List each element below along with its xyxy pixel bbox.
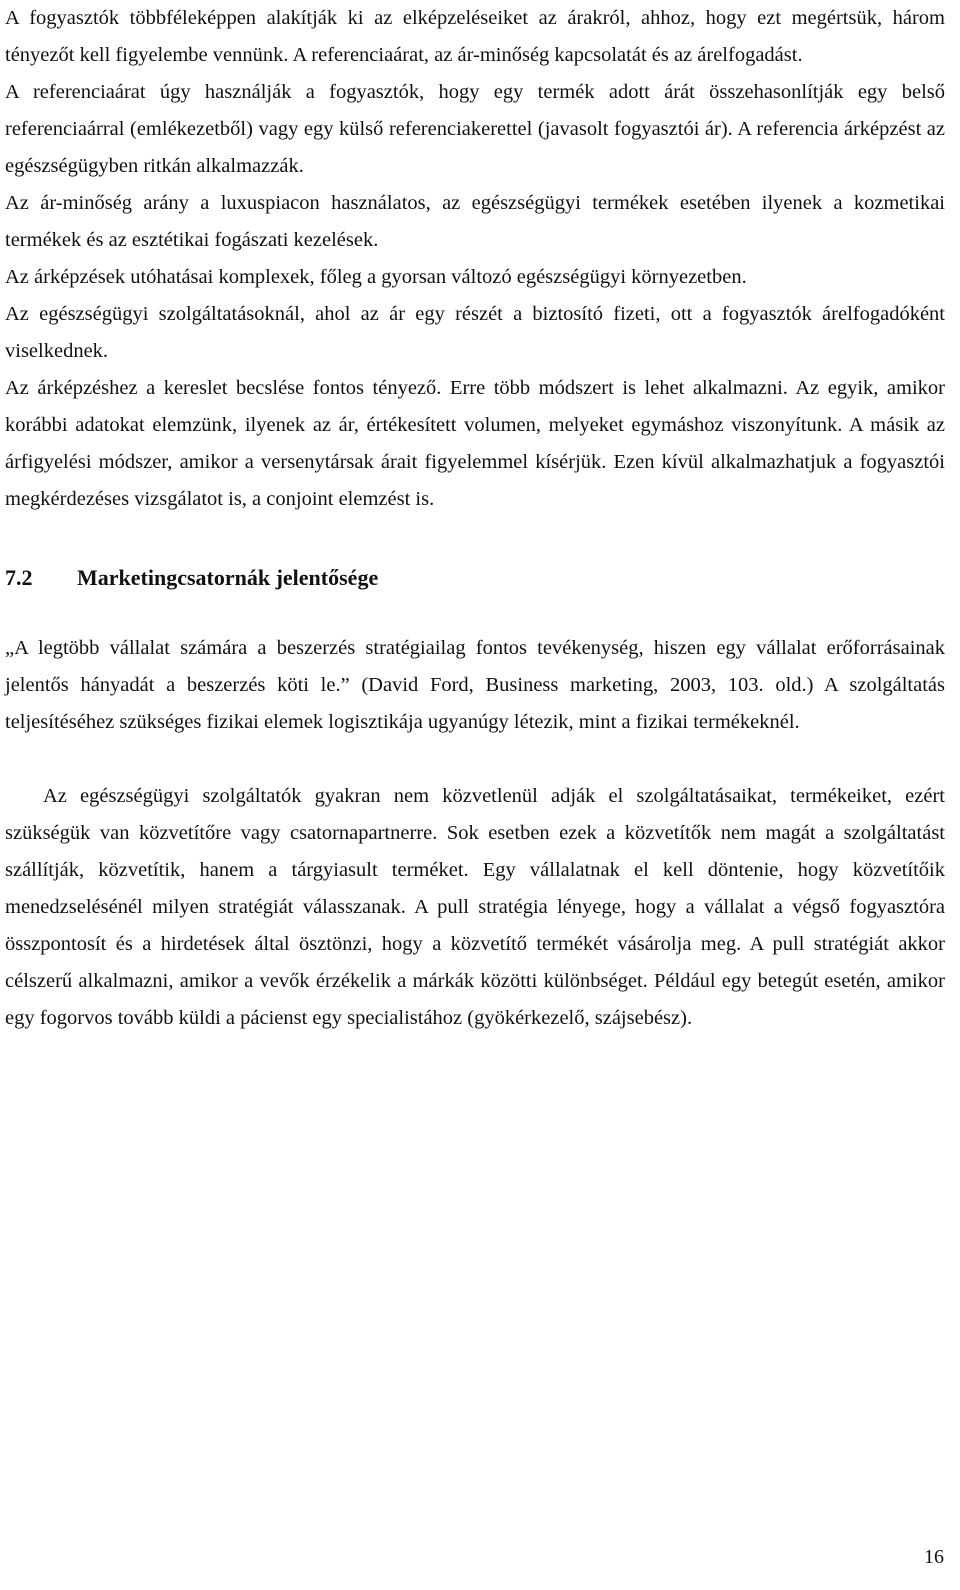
section-title: Marketingcsatornák jelentősége xyxy=(77,565,379,590)
paragraph-quote: „A legtöbb vállalat számára a beszerzés stratégiailag fontos tevékenység, hiszen egy vállalat erőforrásainak jelentős hányadát a beszerzés köti le.” (David Ford, Business marketing, 2003, 103. old.) A szolgáltatás teljesítéséhez szükséges fizikai elemek logisztikája ugyanúgy létezik, mint a fizikai termékeknél. xyxy=(5,637,945,733)
paragraph-reference-price: A referenciaárat úgy használják a fogyasztók, hogy egy termék adott árát összehasonlítják egy belső referenciaárral (emlékezetből) vagy egy külső referenciakerettel (javasolt fogyasztói ár). A referencia árképzést az egészségügyben ritkán alkalmazzák. xyxy=(5,81,945,177)
paragraph-price-acceptance: Az egészségügyi szolgáltatásoknál, ahol az ár egy részét a biztosító fizeti, ott a fogyasztók árelfogadóként viselkednek. xyxy=(5,303,945,362)
paragraph-pricing-effects: Az árképzések utóhatásai komplexek, főleg a gyorsan változó egészségügyi környezetben. xyxy=(5,266,747,288)
paragraph-reference-intro: A fogyasztók többféleképpen alakítják ki az elképzeléseiket az árakról, ahhoz, hogy ezt megértsük, három tényezőt kell figyelembe vennünk. A referenciaárat, az ár-minőség kapcsolatát és az árelfogadást. xyxy=(5,7,945,66)
section-heading xyxy=(5,562,945,594)
paragraph-intermediaries: Az egészségügyi szolgáltatók gyakran nem közvetlenül adják el szolgáltatásaikat, termékeiket, ezért szükségük van közvetítőre vagy csatornapartnerre. Sok esetben ezek a közvetítők nem magát a szolgáltatást szállítják, közvetítik, hanem a tárgyiasult terméket. Egy vállalatnak el kell döntenie, hogy közvetítőik menedzselésénél milyen stratégiát válasszanak. A pull stratégia lényege, hogy a vállalat a végső fogyasztóra összpontosít és a hirdetések által ösztönzi, hogy a közvetítő termékét vásárolja meg. A pull stratégiát akkor célszerű alkalmazni, amikor a vevők érzékelik a márkák közötti különbséget. Például egy betegút esetén, amikor egy fogorvos tovább küldi a pácienst egy specialistához (gyökérkezelő, szájsebész). xyxy=(5,785,945,1029)
section-number: 7.2 xyxy=(5,565,33,590)
paragraph-price-quality: Az ár-minőség arány a luxuspiacon használatos, az egészségügyi termékek esetében ilyenek a kozmetikai termékek és az esztétikai fogászati kezelések. xyxy=(5,192,945,251)
document-page xyxy=(5,0,945,1037)
paragraph-demand-estimation: Az árképzéshez a kereslet becslése fontos tényező. Erre több módszert is lehet alkalmazni. Az egyik, amikor korábbi adatokat elemzünk, ilyenek az ár, értékesített volumen, melyeket egymáshoz viszonyítunk. A másik az árfigyelési módszer, amikor a versenytársak árait figyelemmel kísérjük. Ezen kívül alkalmazhatjuk a fogyasztói megkérdezéses vizsgálatot is, a conjoint elemzést is. xyxy=(5,377,945,510)
page-number: 16 xyxy=(924,1546,944,1568)
